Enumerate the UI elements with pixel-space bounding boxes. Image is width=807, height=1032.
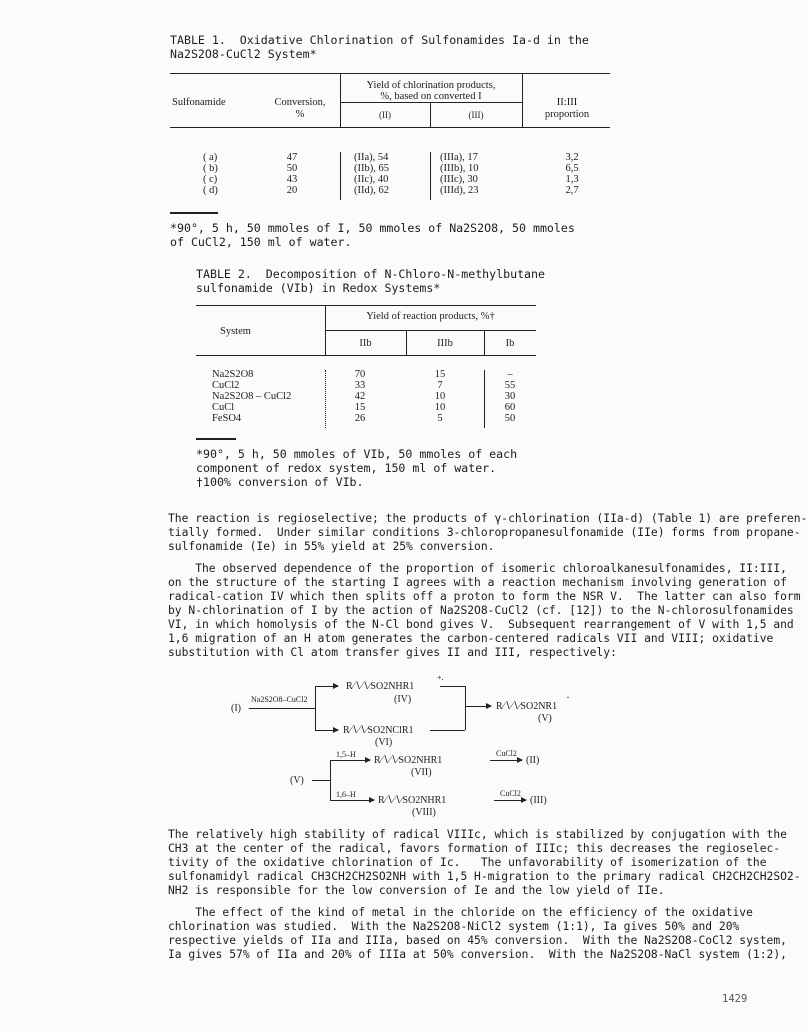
scheme-VII-formula: R∕∖∕∖∕SO2NHR1 — [374, 755, 443, 766]
table1-header-rule — [170, 127, 610, 128]
table2-header-IIb: IIb — [359, 338, 372, 349]
scheme-IV-formula: R∕∖∕∖∕SO2NHR1 — [346, 681, 415, 692]
table1-header-conversion: Conversion, — [274, 97, 326, 108]
table1-top-rule — [170, 73, 610, 74]
scheme-cucl2-b: CuCl2 — [500, 789, 521, 798]
table2-footnote-line1: *90°, 5 h, 50 mmoles of VIb, 50 mmoles of each — [196, 447, 518, 461]
scheme-V-label: (V) — [538, 713, 552, 724]
table1-header-III: (III) — [468, 110, 484, 120]
table2-header-system: System — [220, 326, 251, 337]
table2-caption-line1: TABLE 2. Decomposition of N-Chloro-N-methylbutane — [196, 267, 546, 281]
scheme-V-start: (V) — [290, 775, 304, 786]
page-number: 1429 — [722, 993, 748, 1005]
scheme-VIII-label: (VIII) — [412, 807, 436, 818]
scheme-IV-label: (IV) — [394, 694, 412, 705]
table1-header-sulfonamide: Sulfonamide — [172, 97, 226, 108]
scheme-h16: 1,6–H — [336, 790, 356, 799]
scheme-VI-label: (VI) — [375, 737, 393, 748]
table2-header-Ib: Ib — [505, 338, 515, 349]
table1-header-II: (II) — [379, 110, 391, 120]
table2-top-rule — [196, 305, 536, 306]
table1-caption-line1: TABLE 1. Oxidative Chlorination of Sulfonamides Ia-d in the — [170, 33, 589, 47]
scheme-cucl2-a: CuCl2 — [496, 749, 517, 758]
scheme-IV-charge: +. — [437, 673, 444, 682]
table1-header-ratio: II:III — [556, 97, 578, 108]
table1-footnote-line1: *90°, 5 h, 50 mmoles of I, 50 mmoles of Na2S2O8, 50 mmoles — [170, 221, 575, 235]
table2-header-IIIb: IIIb — [437, 338, 453, 349]
scheme-VI-formula: R∕∖∕∖∕SO2NClR1 — [343, 725, 414, 736]
scheme-h15: 1,5–H — [336, 750, 356, 759]
table2-footnote-line2: component of redox system, 150 ml of water. — [196, 461, 497, 475]
table1-header-ratio-label: proportion — [544, 109, 590, 120]
table2-header-rule — [196, 355, 536, 356]
table2-footnote-line3: †100% conversion of VIb. — [196, 475, 364, 489]
scheme-reagent: Na2S2O8–CuCl2 — [251, 695, 308, 704]
table1-footnote-rule — [170, 212, 218, 214]
table1-header-yield-basis: %, based on converted I — [380, 91, 482, 102]
table1-caption-line2: Na2S2O8-CuCl2 System* — [170, 47, 317, 61]
scheme-start-I: (I) — [231, 703, 241, 714]
scheme-VII-label: (VII) — [411, 767, 432, 778]
table2-footnote-rule — [196, 438, 236, 440]
scheme-VIII-formula: R∕∖∕∖∕SO2NHR1 — [378, 795, 447, 806]
table2-header-yield: Yield of reaction products, %† — [366, 311, 495, 322]
table1-footnote-line2: of CuCl2, 150 ml of water. — [170, 235, 352, 249]
scheme-product-III: (III) — [530, 795, 547, 806]
table1-header-conversion-unit: % — [295, 109, 305, 120]
table1-header-yield: Yield of chlorination products, — [366, 80, 496, 91]
scheme-V-dot: · — [566, 690, 570, 704]
table2-caption-line2: sulfonamide (VIb) in Redox Systems* — [196, 281, 441, 295]
scheme-product-II: (II) — [526, 755, 540, 766]
scheme-V-formula: R∕∖∕∖∕SO2NR1 — [496, 701, 558, 712]
